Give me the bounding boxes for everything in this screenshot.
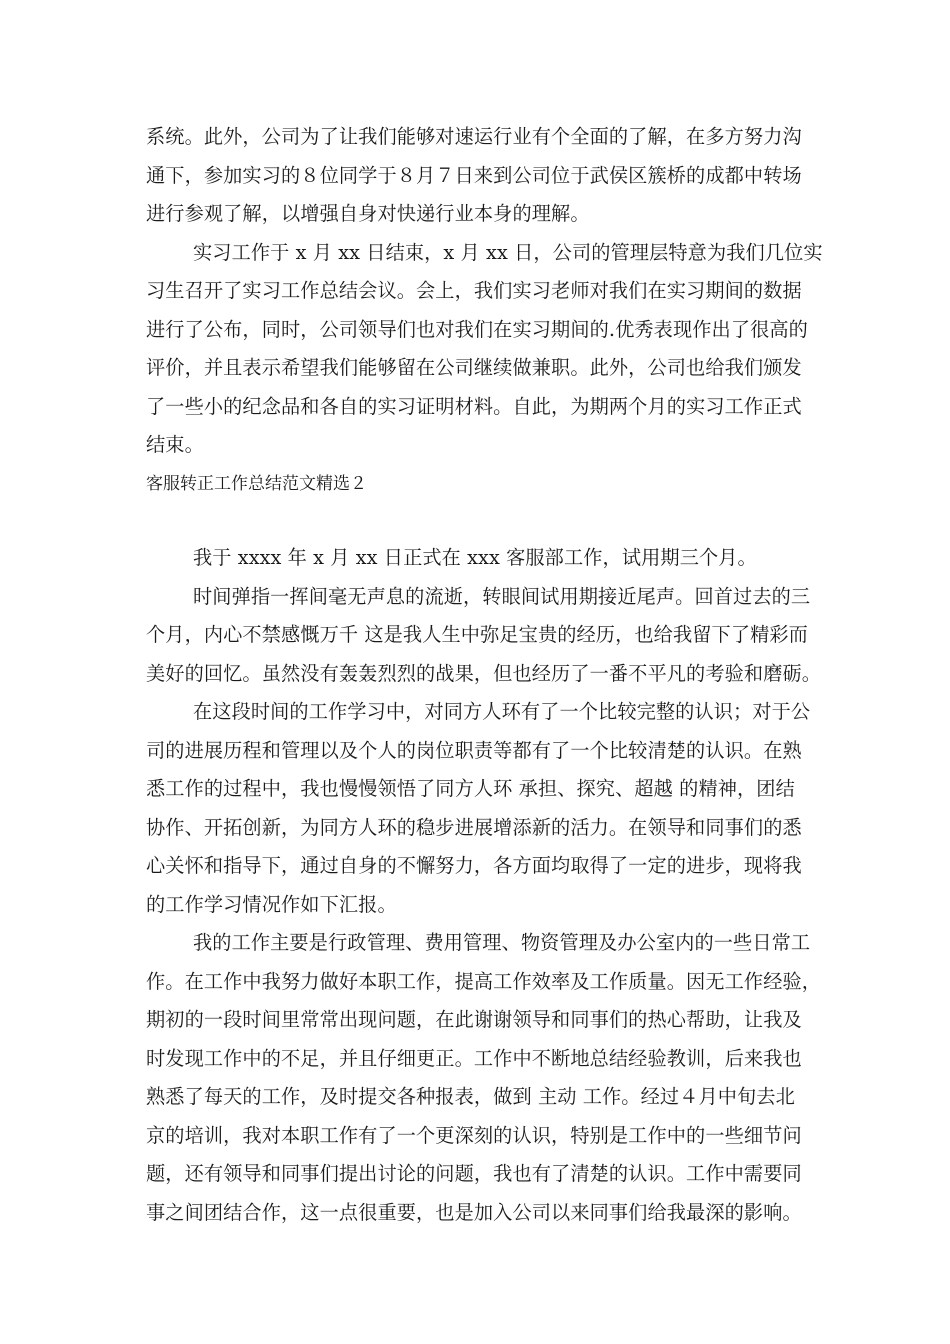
text-line: 我的工作主要是行政管理、费用管理、物资管理及办公室内的一些日常工 bbox=[193, 931, 811, 954]
text-line: 熟悉了每天的工作，及时提交各种报表，做到 主动 工作。经过４月中旬去北 bbox=[146, 1085, 795, 1108]
text-line: 司的进展历程和管理以及个人的岗位职责等都有了一个比较清楚的认识。在熟 bbox=[146, 738, 802, 762]
text-line: 京的培训，我对本职工作有了一个更深刻的认识，特别是工作中的一些细节问 bbox=[146, 1123, 802, 1147]
text-line: 评价，并且表示希望我们能够留在公司继续做兼职。此外，公司也给我们颁发 bbox=[146, 356, 802, 379]
text-line: 我于 xxxx 年 x 月 xx 日正式在 xxx 客服部工作，试用期三个月。 bbox=[193, 546, 757, 569]
text-line: 在这段时间的工作学习中，对同方人环有了一个比较完整的认识；对于公 bbox=[193, 700, 811, 723]
text-line: 进行参观了解，以增强自身对快递行业本身的理解。 bbox=[146, 202, 590, 225]
text-line: 了一些小的纪念品和各自的实习证明材料。自此，为期两个月的实习工作正式 bbox=[146, 394, 802, 418]
section-gap bbox=[146, 503, 806, 539]
text-line: 通下，参加实习的８位同学于８月７日来到公司位于武侯区簇桥的成都中转场 bbox=[146, 163, 802, 187]
text-line: 题，还有领导和同事们提出讨论的问题，我也有了清楚的认识。工作中需要同 bbox=[146, 1162, 802, 1185]
text-line: 期初的一段时间里常常出现问题，在此谢谢领导和同事们的热心帮助，让我及 bbox=[146, 1008, 802, 1031]
text-line: 时发现工作中的不足，并且仔细更正。工作中不断地总结经验教训，后来我也 bbox=[146, 1046, 802, 1070]
text-line: 悉工作的过程中，我也慢慢领悟了同方人环 承担、探究、超越 的精神，团结 bbox=[146, 777, 795, 800]
paragraph-1 bbox=[146, 118, 806, 234]
paragraph-4 bbox=[146, 578, 822, 694]
paragraph-2 bbox=[146, 234, 823, 465]
text-line: 时间弹指一挥间毫无声息的流逝，转眼间试用期接近尾声。回首过去的三 bbox=[193, 584, 811, 608]
text-line: 的工作学习情况作如下汇报。 bbox=[146, 892, 397, 916]
text-line: 习生召开了实习工作总结会议。会上，我们实习老师对我们在实习期间的数据 bbox=[146, 279, 802, 302]
text-line: 作。在工作中我努力做好本职工作，提高工作效率及工作质量。因无工作经验， bbox=[146, 969, 822, 993]
text-line: 实习工作于 x 月 xx 日结束，x 月 xx 日，公司的管理层特意为我们几位实 bbox=[193, 240, 823, 264]
text-line: 结束。 bbox=[146, 433, 204, 456]
text-line: 协作、开拓创新，为同方人环的稳步进展增添新的活力。在领导和同事们的悉 bbox=[146, 815, 802, 839]
text-line: 系统。此外，公司为了让我们能够对速运行业有个全面的了解，在多方努力沟 bbox=[146, 125, 802, 148]
text-line: 进行了公布，同时，公司领导们也对我们在实习期间的.优秀表现作出了很高的 bbox=[146, 317, 808, 341]
text-line: 心关怀和指导下，通过自身的不懈努力，各方面均取得了一定的进步，现将我 bbox=[146, 854, 802, 877]
text-line: 事之间团结合作，这一点很重要，也是加入公司以来同事们给我最深的影响。 bbox=[146, 1200, 802, 1224]
section-title: 客服转正工作总结范文精选２ bbox=[146, 473, 367, 494]
text-line: 美好的回忆。虽然没有轰轰烈烈的战果，但也经历了一番不平凡的考验和磨砺。 bbox=[146, 661, 822, 685]
paragraph-5 bbox=[146, 693, 811, 924]
text-line: 个月，内心不禁感慨万千 这是我人生中弥足宝贵的经历，也给我留下了精彩而 bbox=[146, 623, 808, 646]
paragraph-6 bbox=[146, 924, 822, 1232]
paragraph-3 bbox=[146, 539, 806, 578]
document-body bbox=[146, 118, 823, 1232]
